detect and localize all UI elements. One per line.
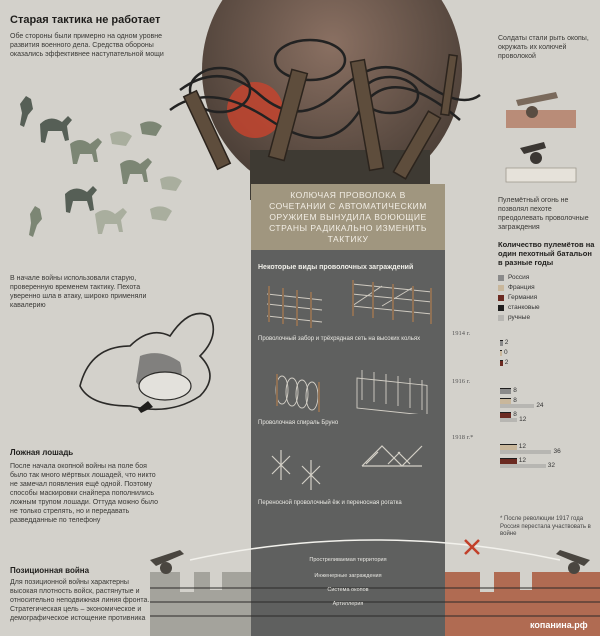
year-label: 1914 г. [452,330,471,337]
intro-text: Обе стороны были примерно на одном уровне развития военного дела. Средства обороны оказались эффективнее наступательной мощи [10,33,164,58]
bar-value: 0 [504,349,508,356]
legend-label: ручные [508,314,531,321]
bar-value: 8 [513,397,517,404]
layer-label-fire-zone: Простреливаемая территория [309,557,387,563]
portable-hedgehog-illustration [262,436,442,496]
legend-item [498,304,540,311]
bar-value-light: 32 [547,462,555,469]
bar-heavy [500,388,511,394]
chart-legend [498,274,540,321]
cavalry-illustration [10,84,200,264]
legend-label: станковые [508,304,540,311]
legend-swatch-germany [498,295,504,301]
legend-item [498,294,540,301]
machine-gun-text: Пулемётный огонь не позволял пехоте преодолевать проволочные заграждения [498,197,589,231]
bar-heavy [500,340,503,346]
bar-heavy [500,398,511,404]
wire-type-label-3: Переносной проволочный ёж и переносная рогатка [258,500,402,506]
positional-war-text: Для позиционной войны характерны высокая плотность войск, растянутые и относительно неподвижная линия фронта. Стратегическая цель – экономическое и демографическое истощение противника [10,579,150,622]
wire-fence-illustration [262,276,442,332]
wire-type-label-1: Проволочный забор и трёхрядная сеть на высоких кольях [258,336,421,342]
legend-swatch-russia [498,275,504,281]
legend-swatch-france [498,285,504,291]
bar-value: 12 [518,457,527,464]
layer-label-obstacles: Инженерные заграждения [314,573,382,579]
bar-heavy [500,350,502,356]
bar-value: 2 [504,359,509,366]
legend-item [498,284,540,291]
chart-footnote: * После революции 1917 года Россия перестала участвовать в войне [500,516,591,537]
legend-label: Россия [508,274,530,281]
trench-gun-illustration [486,78,596,188]
legend-swatch-light [498,315,504,321]
bar-value-light: 12 [519,416,527,423]
legend-label: Франция [508,284,535,291]
legend-item [498,274,540,281]
year-label: 1918 г.* [452,434,474,441]
bar-light [500,464,546,468]
bar-light [500,404,534,408]
section-title-fake-horse: Ложная лошадь [10,448,74,457]
bar-heavy [500,412,511,418]
bruno-spiral-illustration [262,354,442,414]
fake-horse-illustration [60,296,240,426]
legend-swatch-heavy [498,305,504,311]
section-title-positional-war: Позиционная война [10,566,90,575]
bar-light [500,418,517,422]
section-title-old-tactics: Старая тактика не работает [10,14,161,26]
watermark: копанина.рф [530,620,588,630]
headline-box [251,184,445,250]
bar-value: 8 [513,411,517,418]
bar-heavy [500,444,517,450]
chart-title: Количество пулемётов на один пехотный батальон в разные годы [498,240,595,267]
legend-item [498,314,540,321]
fake-horse-text: После начала окопной войны на поле боя было так много мёртвых лошадей, что никто не замечал появления ещё одной. Поэтому способы маскировки снайпера пополнились ложным трупом лошади. Оттуда можно было не только стрелять, но и передавать разведданные по телефону [10,463,158,524]
bar-heavy [500,360,503,366]
layer-label-trenches: Система окопов [327,587,369,593]
year-label: 1916 г. [452,378,471,385]
cavalry-text: В начале войны использовали старую, проверенную временем тактику. Пехота уверенно шла в атаку, широко применяли кавалерию [10,275,147,309]
bar-chart [452,330,598,520]
legend-label: Германия [508,294,538,301]
wire-type-label-2: Проволочная спираль Бруно [258,420,339,426]
bar-light [500,450,551,454]
bar-value: 12 [518,443,527,450]
bar-value-light: 24 [536,402,544,409]
bar-value: 8 [513,387,517,394]
layer-label-artillery: Артиллерия [332,601,364,607]
bar-value: 2 [504,339,509,346]
barbed-wire-illustration [160,0,500,200]
wire-types-title: Некоторые виды проволочных заграждений [258,264,414,271]
bar-value-light: 36 [553,448,561,455]
trenches-text: Солдаты стали рыть окопы, окружать их колючей проволокой [498,35,589,60]
bar-heavy [500,458,517,464]
headline-text: КОЛЮЧАЯ ПРОВОЛОКА В СОЧЕТАНИИ С АВТОМАТИЧЕСКИМ ОРУЖИЕМ ВЫНУДИЛА ВОЮЮЩИЕ СТРАНЫ РАДИКАЛЬНО ИЗМЕНИТЬ ТАКТИКУ [269,189,427,244]
